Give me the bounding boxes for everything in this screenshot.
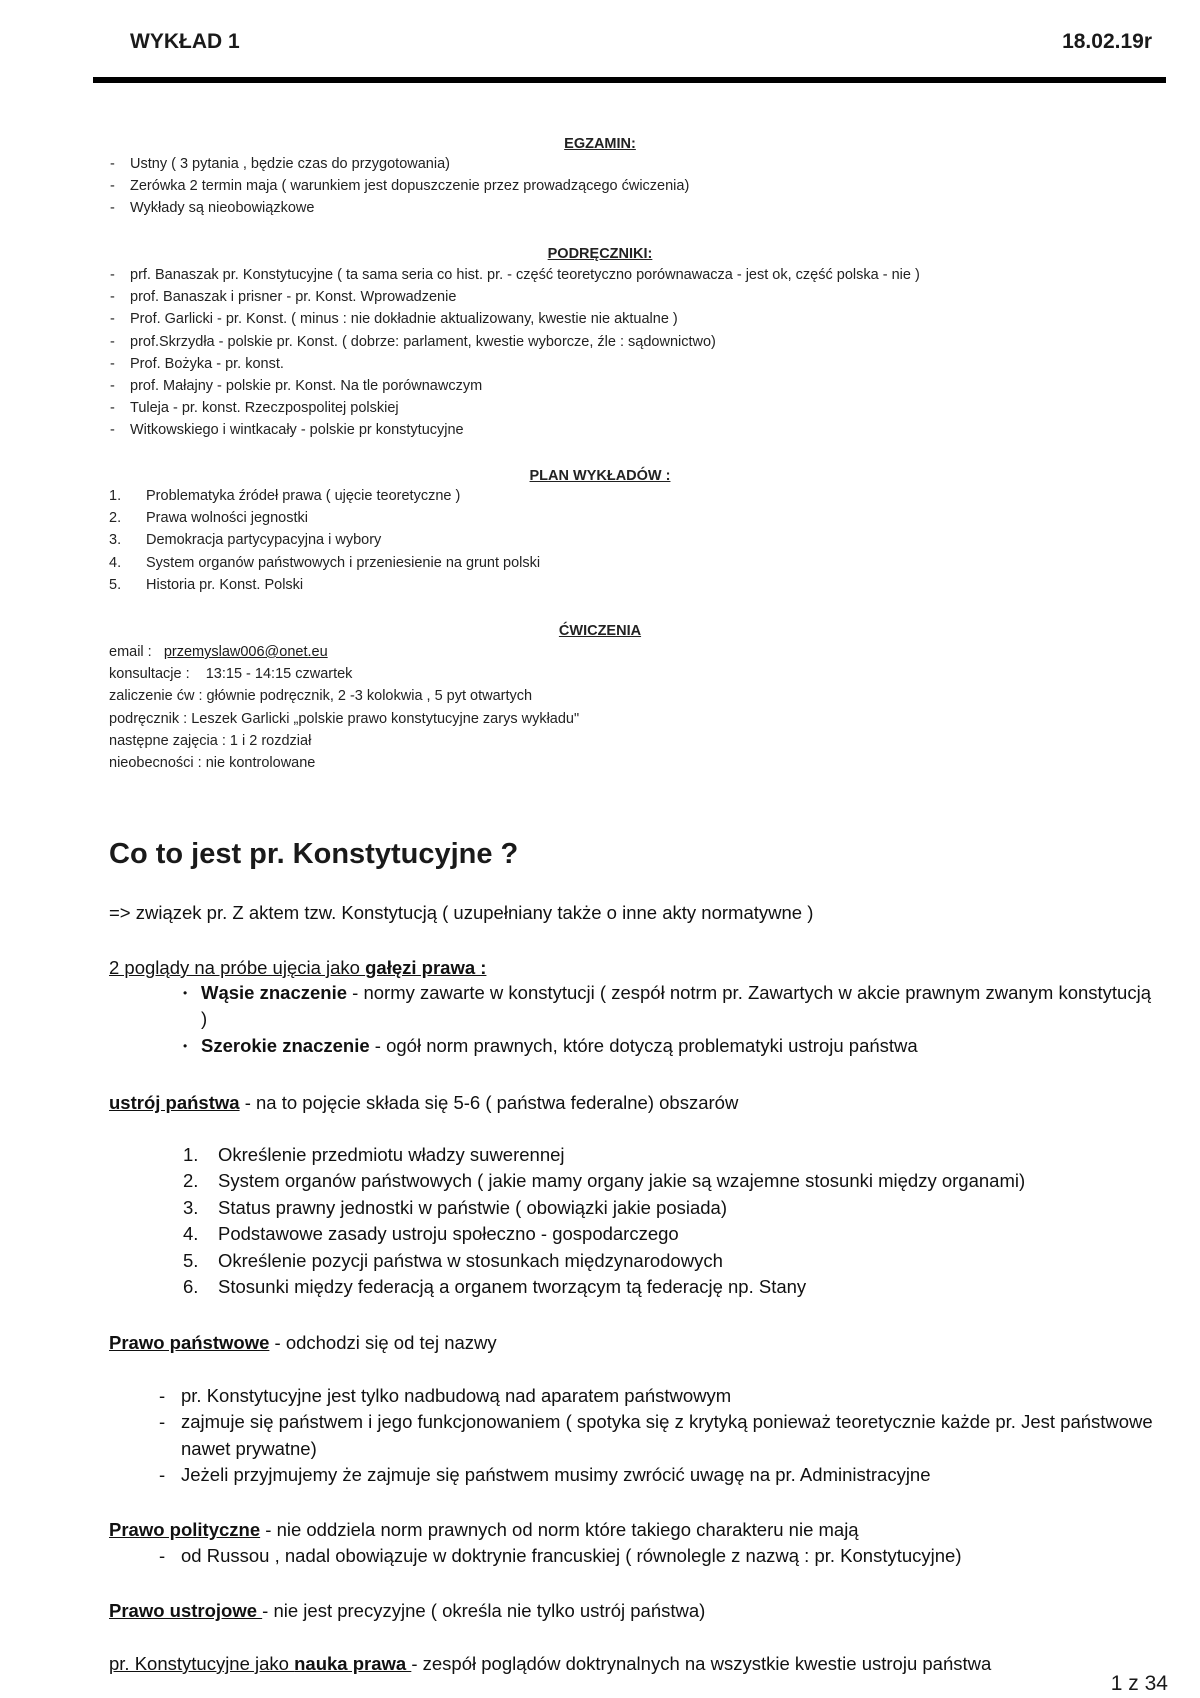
ustrojowe-definition: Prawo ustrojowe - nie jest precyzyjne ( określa nie tylko ustrój państwa) — [109, 1600, 706, 1621]
list-item: - Jeżeli przyjmujemy że zajmuje się państwem musimy zwrócić uwagę na pr. Administracyjne — [159, 1462, 1169, 1488]
list-item: - pr. Konstytucyjne jest tylko nadbudową nad aparatem państwowym — [159, 1383, 1169, 1409]
list-item: 5. Określenie pozycji państwa w stosunkach międzynarodowych — [183, 1249, 723, 1271]
polityczne-list — [159, 1543, 1169, 1569]
plan-list — [109, 485, 1109, 596]
ustroj-definition: ustrój państwa - na to pojęcie składa się 5-6 ( państwa federalne) obszarów — [109, 1092, 739, 1113]
list-item: - Prof. Bożyka - pr. konst. — [106, 353, 1166, 375]
konsultacje-line: konsultacje : 13:15 - 14:15 czwartek — [109, 666, 353, 683]
list-item: - prof. Małajny - polskie pr. Konst. Na tle porównawczym — [106, 375, 1166, 397]
list-item: - od Russou , nadal obowiązuje w doktrynie francuskiej ( równolegle z nazwą : pr. Konstytucyjne) — [159, 1543, 1169, 1569]
panstwowe-list — [159, 1383, 1169, 1489]
definition-line: => związek pr. Z aktem tzw. Konstytucją ( uzupełniany także o inne akty normatywne ) — [109, 902, 814, 923]
list-item: 1. Określenie przedmiotu władzy suwerennej — [183, 1144, 565, 1165]
list-item: 4. System organów państwowych i przeniesienie na grunt polski — [109, 554, 541, 571]
email-link[interactable]: przemyslaw006@onet.eu — [163, 644, 328, 660]
list-item: - Zerówka 2 termin maja ( warunkiem jest dopuszczenie przez prowadzącego ćwiczenia) — [106, 175, 1106, 197]
podreczniki-heading: PODRĘCZNIKI: — [547, 246, 653, 262]
list-item: 2. System organów państwowych ( jakie mamy organy jakie są wzajemne stosunki między organami) — [183, 1170, 1026, 1192]
list-item: • Szerokie znaczenie - ogół norm prawnych, które dotyczą problematyki ustroju państwa — [183, 1033, 1158, 1059]
nauka-definition: pr. Konstytucyjne jako nauka prawa - zespół poglądów doktrynalnych na wszystkie kwestie ustroju państwa — [109, 1653, 992, 1674]
podreczniki-list — [106, 264, 1166, 442]
list-item: - prof.Skrzydła - polskie pr. Konst. ( dobrze: parlament, kwestie wyborcze, źle : sądownictwo) — [106, 331, 1166, 353]
poglady-heading: 2 poglądy na próbe ujęcia jako gałęzi prawa : — [109, 957, 487, 978]
list-item: - prf. Banaszak pr. Konstytucyjne ( ta sama seria co hist. pr. - część teoretyczno porównawacza - jest ok, część polska - nie ) — [106, 264, 1166, 286]
list-item: - Wykłady są nieobowiązkowe — [106, 197, 1106, 219]
lecture-date: 18.02.19r — [1062, 30, 1152, 53]
list-item: - Witkowskiego i wintkacały - polskie pr konstytucyjne — [106, 419, 1166, 441]
list-item: - Prof. Garlicki - pr. Konst. ( minus : nie dokładnie aktualizowany, kwestie nie aktualne ) — [106, 308, 1166, 330]
plan-heading: PLAN WYKŁADÓW : — [529, 468, 671, 484]
lecture-title: WYKŁAD 1 — [130, 30, 240, 53]
list-item: 3. Status prawny jednostki w państwie ( obowiązki jakie posiada) — [183, 1196, 728, 1218]
info-line: następne zajęcia : 1 i 2 rozdział — [109, 732, 312, 749]
list-item: 4. Podstawowe zasady ustroju społeczno - gospodarczego — [183, 1223, 679, 1245]
header-divider — [93, 77, 1166, 83]
cwiczenia-heading: ĆWICZENIA — [558, 623, 642, 639]
email-line: email : przemyslaw006@onet.eu — [109, 644, 328, 660]
panstwowe-definition: Prawo państwowe - odchodzi się od tej nazwy — [109, 1332, 497, 1353]
list-item: • Wąsie znaczenie - normy zawarte w konstytucji ( zespół notrm pr. Zawartych w akcie prawnym zwanym konstytucją ) — [183, 980, 1158, 1033]
list-item: - zajmuje się państwem i jego funkcjonowaniem ( spotyka się z krytyką ponieważ teoretycznie każde pr. Jest państwowe nawet prywatne) — [159, 1409, 1169, 1462]
list-item: 5. Historia pr. Konst. Polski — [109, 576, 304, 593]
info-line: podręcznik : Leszek Garlicki „polskie prawo konstytucyjne zarys wykładu" — [109, 710, 580, 727]
info-line: nieobecności : nie kontrolowane — [109, 755, 316, 772]
cwiczenia-details — [109, 641, 1109, 774]
page-number: 1 z 34 — [1110, 1672, 1168, 1695]
ustroj-list — [183, 1142, 1163, 1300]
page-title: Co to jest pr. Konstytucyjne ? — [109, 838, 519, 870]
list-item: 3. Demokracja partycypacyjna i wybory — [109, 532, 382, 549]
egzamin-heading: EGZAMIN: — [564, 136, 636, 152]
list-item: - Ustny ( 3 pytania , będzie czas do przygotowania) — [106, 153, 1106, 175]
list-item: - prof. Banaszak i prisner - pr. Konst. Wprowadzenie — [106, 286, 1166, 308]
info-line: zaliczenie ćw : głównie podręcznik, 2 -3 kolokwia , 5 pyt otwartych — [109, 688, 533, 705]
list-item: 6. Stosunki między federacją a organem tworzącym tą federację np. Stany — [183, 1276, 807, 1298]
poglady-list — [183, 980, 1158, 1059]
egzamin-list — [106, 153, 1106, 220]
list-item: - Tuleja - pr. konst. Rzeczpospolitej polskiej — [106, 397, 1166, 419]
polityczne-definition: Prawo polityczne - nie oddziela norm prawnych od norm które takiego charakteru nie mają — [109, 1519, 859, 1540]
list-item: 1. Problematyka źródeł prawa ( ujęcie teoretyczne ) — [109, 488, 461, 504]
list-item: 2. Prawa wolności jegnostki — [109, 510, 308, 527]
